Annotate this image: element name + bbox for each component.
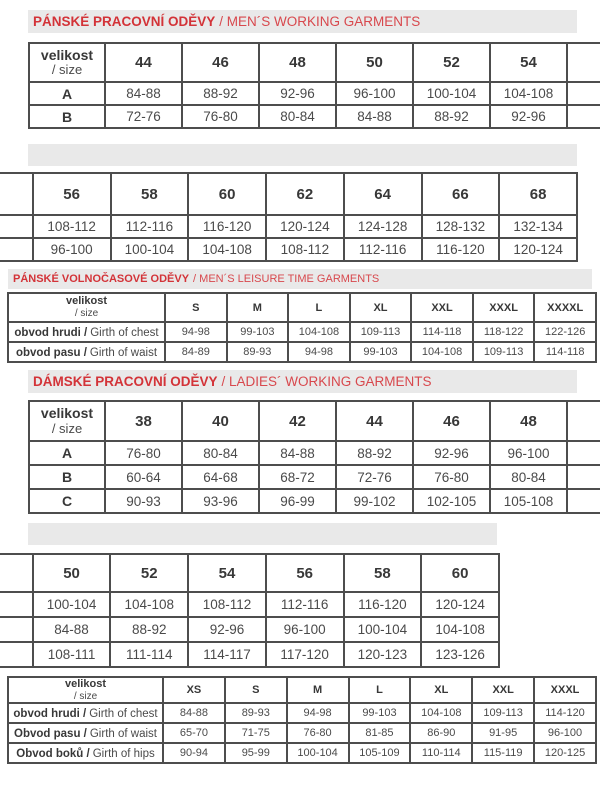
- size-value-cell: 94-98: [165, 322, 227, 342]
- size-value-cell: 100-104: [111, 238, 189, 261]
- measure-row-label: A: [29, 441, 105, 465]
- size-value-cell: 115-119: [472, 743, 534, 763]
- size-value-cell: 114-120: [534, 703, 596, 723]
- size-value-cell: 76-80: [287, 723, 349, 743]
- size-header-cell: S: [165, 293, 227, 322]
- size-value-cell: 84-88: [105, 82, 182, 105]
- size-value-cell: 112-116: [266, 592, 344, 617]
- size-value-cell: 93-96: [182, 489, 259, 513]
- size-value-cell: 96-100: [336, 82, 413, 105]
- cut-column-cell: [0, 592, 33, 617]
- size-header-cell: XXL: [411, 293, 473, 322]
- measure-row-label: Obvod boků / Girth of hips: [8, 743, 163, 763]
- size-value-cell: 96-100: [266, 617, 344, 642]
- size-value-cell: 104-108: [490, 82, 567, 105]
- size-value-cell: 76-80: [182, 105, 259, 128]
- size-corner-cell: velikost / size: [29, 401, 105, 441]
- size-header-cell: 60: [421, 554, 499, 592]
- size-value-cell: 96-100: [33, 238, 111, 261]
- measure-row-label: C: [29, 489, 105, 513]
- size-value-cell: 88-92: [336, 441, 413, 465]
- size-value-cell: 76-80: [413, 465, 490, 489]
- size-value-cell: 114-118: [411, 322, 473, 342]
- ladies-working-sizes-table-50-60: [0, 553, 500, 668]
- size-value-cell: 112-116: [344, 238, 422, 261]
- size-value-cell: 132-134: [499, 215, 577, 238]
- size-value-cell: 90-94: [163, 743, 225, 763]
- size-value-cell: 68-72: [259, 465, 336, 489]
- size-value-cell: 72-76: [336, 465, 413, 489]
- size-value-cell: 92-96: [490, 105, 567, 128]
- size-value-cell: 124-128: [344, 215, 422, 238]
- size-header-cell: 68: [499, 173, 577, 215]
- size-header-cell: XXL: [472, 677, 534, 703]
- measure-row-label: obvod hrudi / Girth of chest: [8, 703, 163, 723]
- size-header-cell: XL: [350, 293, 412, 322]
- size-header-cell: 50: [336, 43, 413, 82]
- size-value-cell: 100-104: [287, 743, 349, 763]
- size-header-cell: S: [225, 677, 287, 703]
- size-value-cell: 116-120: [344, 592, 422, 617]
- size-value-cell: 88-92: [182, 82, 259, 105]
- ladies-working-title-english: / LADIES´ WORKING GARMENTS: [221, 374, 432, 389]
- size-value-cell: 108-112: [266, 238, 344, 261]
- size-header-cell: 62: [266, 173, 344, 215]
- size-header-cell: 60: [188, 173, 266, 215]
- size-header-cell: 56: [33, 173, 111, 215]
- size-header-cell: 46: [182, 43, 259, 82]
- size-value-cell: 105-108: [490, 489, 567, 513]
- size-corner-cell: velikost / size: [29, 43, 105, 82]
- cut-column-cell: [567, 82, 600, 105]
- size-value-cell: 114-117: [188, 642, 266, 667]
- size-value-cell: 104-108: [411, 342, 473, 362]
- size-value-cell: 72-76: [105, 105, 182, 128]
- size-value-cell: 90-93: [105, 489, 182, 513]
- mens-working-sizes-table-44-54: [28, 42, 600, 129]
- size-value-cell: 96-100: [534, 723, 596, 743]
- measure-row-label: obvod hrudi / Girth of chest: [8, 322, 165, 342]
- size-header-cell: 44: [105, 43, 182, 82]
- size-header-cell: XXXL: [534, 677, 596, 703]
- size-value-cell: 102-105: [413, 489, 490, 513]
- size-value-cell: 120-124: [499, 238, 577, 261]
- cut-column-cell: [567, 465, 600, 489]
- size-value-cell: 99-103: [227, 322, 289, 342]
- size-header-cell: 44: [336, 401, 413, 441]
- size-value-cell: 99-102: [336, 489, 413, 513]
- size-value-cell: 123-126: [421, 642, 499, 667]
- cut-column-cell: [0, 617, 33, 642]
- size-corner-cell: velikost / size: [8, 677, 163, 703]
- size-header-cell: 50: [33, 554, 111, 592]
- size-value-cell: 108-112: [33, 215, 111, 238]
- measure-row-label: A: [29, 82, 105, 105]
- size-value-cell: 111-114: [110, 642, 188, 667]
- cut-column-cell: [0, 173, 33, 215]
- ladies-working-title-czech: DÁMSKÉ PRACOVNÍ ODĚVY: [33, 374, 218, 389]
- size-table: [0, 553, 500, 668]
- size-header-cell: XXXXL: [534, 293, 596, 322]
- size-header-cell: XXXL: [473, 293, 535, 322]
- cut-column-cell: [0, 215, 33, 238]
- mens-leisure-title-english: / MEN´S LEISURE TIME GARMENTS: [193, 273, 380, 285]
- size-value-cell: 76-80: [105, 441, 182, 465]
- size-table: [28, 400, 600, 514]
- size-value-cell: 105-109: [349, 743, 411, 763]
- size-value-cell: 96-99: [259, 489, 336, 513]
- size-value-cell: 92-96: [413, 441, 490, 465]
- cut-column-cell: [567, 441, 600, 465]
- section-divider-bar: [28, 144, 577, 166]
- size-table: [28, 42, 600, 129]
- size-value-cell: 94-98: [288, 342, 350, 362]
- size-value-cell: 84-88: [163, 703, 225, 723]
- size-value-cell: 94-98: [287, 703, 349, 723]
- size-header-cell: L: [349, 677, 411, 703]
- size-value-cell: 84-88: [336, 105, 413, 128]
- mens-leisure-title-czech: PÁNSKÉ VOLNOČASOVÉ ODĚVY: [13, 273, 190, 285]
- size-header-cell: 38: [105, 401, 182, 441]
- size-header-cell: 58: [111, 173, 189, 215]
- size-header-cell: 56: [266, 554, 344, 592]
- size-value-cell: 88-92: [110, 617, 188, 642]
- size-value-cell: 92-96: [188, 617, 266, 642]
- size-header-cell: 40: [182, 401, 259, 441]
- size-header-cell: 54: [188, 554, 266, 592]
- size-header-cell: 52: [413, 43, 490, 82]
- size-value-cell: 60-64: [105, 465, 182, 489]
- size-value-cell: 71-75: [225, 723, 287, 743]
- size-value-cell: 104-108: [421, 617, 499, 642]
- size-value-cell: 84-89: [165, 342, 227, 362]
- size-header-cell: 64: [344, 173, 422, 215]
- size-value-cell: 110-114: [410, 743, 472, 763]
- mens-leisure-title-bar: [8, 269, 592, 289]
- size-header-cell: 46: [413, 401, 490, 441]
- cut-column-cell: [567, 401, 600, 441]
- size-value-cell: 104-108: [410, 703, 472, 723]
- size-header-cell: XS: [163, 677, 225, 703]
- size-table: [7, 676, 597, 764]
- size-value-cell: 128-132: [422, 215, 500, 238]
- size-header-cell: 58: [344, 554, 422, 592]
- size-value-cell: 89-93: [225, 703, 287, 723]
- cut-column-cell: [567, 43, 600, 82]
- size-value-cell: 116-120: [422, 238, 500, 261]
- size-value-cell: 80-84: [490, 465, 567, 489]
- measure-row-label: B: [29, 465, 105, 489]
- size-value-cell: 100-104: [413, 82, 490, 105]
- size-header-cell: L: [288, 293, 350, 322]
- mens-working-sizes-table-56-68: [0, 172, 578, 262]
- size-value-cell: 95-99: [225, 743, 287, 763]
- size-header-cell: M: [227, 293, 289, 322]
- size-value-cell: 100-104: [344, 617, 422, 642]
- size-value-cell: 81-85: [349, 723, 411, 743]
- size-value-cell: 109-113: [350, 322, 412, 342]
- size-value-cell: 109-113: [473, 342, 535, 362]
- size-value-cell: 99-103: [349, 703, 411, 723]
- size-value-cell: 84-88: [259, 441, 336, 465]
- size-value-cell: 88-92: [413, 105, 490, 128]
- size-value-cell: 64-68: [182, 465, 259, 489]
- size-value-cell: 100-104: [33, 592, 111, 617]
- cut-column-cell: [567, 105, 600, 128]
- size-value-cell: 91-95: [472, 723, 534, 743]
- size-value-cell: 114-118: [534, 342, 596, 362]
- cut-column-cell: [0, 642, 33, 667]
- size-value-cell: 108-112: [188, 592, 266, 617]
- size-header-cell: XL: [410, 677, 472, 703]
- size-value-cell: 80-84: [182, 441, 259, 465]
- size-value-cell: 118-122: [473, 322, 535, 342]
- size-value-cell: 92-96: [259, 82, 336, 105]
- size-header-cell: 48: [259, 43, 336, 82]
- measure-row-label: B: [29, 105, 105, 128]
- size-value-cell: 116-120: [188, 215, 266, 238]
- mens-working-title-english: / MEN´S WORKING GARMENTS: [219, 14, 421, 29]
- cut-column-cell: [0, 238, 33, 261]
- size-header-cell: 54: [490, 43, 567, 82]
- size-value-cell: 109-113: [472, 703, 534, 723]
- mens-leisure-sizes-table: [7, 292, 597, 363]
- size-header-cell: 48: [490, 401, 567, 441]
- size-value-cell: 99-103: [350, 342, 412, 362]
- size-value-cell: 104-108: [110, 592, 188, 617]
- size-value-cell: 84-88: [33, 617, 111, 642]
- size-value-cell: 86-90: [410, 723, 472, 743]
- mens-working-title-bar: [28, 10, 577, 33]
- size-header-cell: 42: [259, 401, 336, 441]
- size-value-cell: 89-93: [227, 342, 289, 362]
- size-value-cell: 120-124: [266, 215, 344, 238]
- ladies-working-title-bar: [28, 370, 577, 393]
- cut-column-cell: [0, 554, 33, 592]
- size-value-cell: 96-100: [490, 441, 567, 465]
- mens-working-title-czech: PÁNSKÉ PRACOVNÍ ODĚVY: [33, 14, 216, 29]
- size-value-cell: 104-108: [188, 238, 266, 261]
- size-value-cell: 108-111: [33, 642, 111, 667]
- size-header-cell: 66: [422, 173, 500, 215]
- size-value-cell: 80-84: [259, 105, 336, 128]
- size-header-cell: 52: [110, 554, 188, 592]
- ladies-working-sizes-table-38-48: [28, 400, 600, 514]
- size-corner-cell: velikost / size: [8, 293, 165, 322]
- measure-row-label: Obvod pasu / Girth of waist: [8, 723, 163, 743]
- size-value-cell: 120-123: [344, 642, 422, 667]
- size-value-cell: 120-124: [421, 592, 499, 617]
- size-value-cell: 104-108: [288, 322, 350, 342]
- size-header-cell: M: [287, 677, 349, 703]
- size-value-cell: 65-70: [163, 723, 225, 743]
- size-value-cell: 112-116: [111, 215, 189, 238]
- size-table: [0, 172, 578, 262]
- section-divider-bar: [28, 523, 497, 545]
- ladies-measures-table-xs-xxxl: [7, 676, 597, 764]
- size-table: [7, 292, 597, 363]
- cut-column-cell: [567, 489, 600, 513]
- measure-row-label: obvod pasu / Girth of waist: [8, 342, 165, 362]
- size-value-cell: 120-125: [534, 743, 596, 763]
- size-value-cell: 117-120: [266, 642, 344, 667]
- size-value-cell: 122-126: [534, 322, 596, 342]
